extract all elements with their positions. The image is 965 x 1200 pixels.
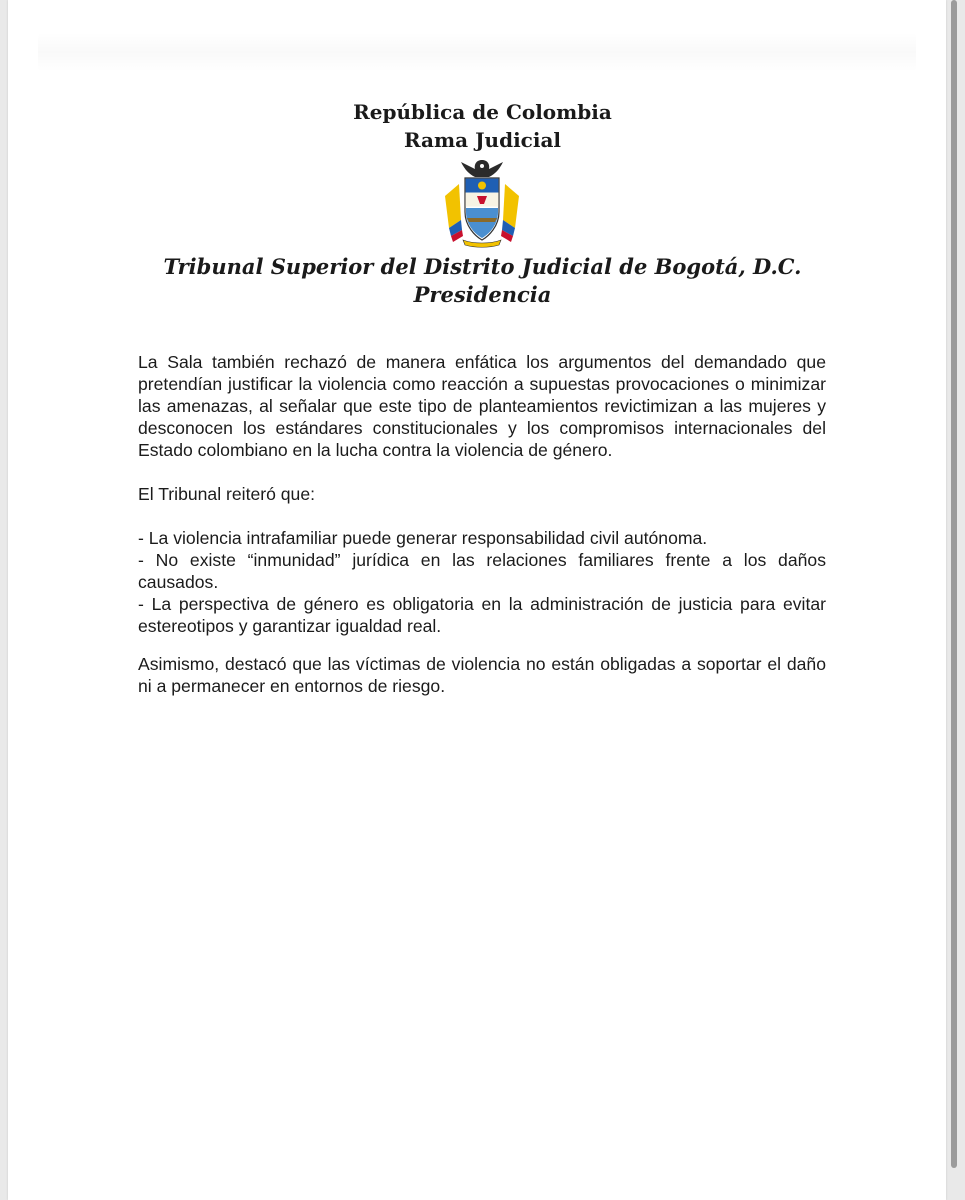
list-item: - La perspectiva de género es obligatoria en la administración de justicia para evitar estereotipos y garantizar igualdad real. xyxy=(138,594,826,636)
list-item: - No existe “inmunidad” jurídica en las relaciones familiares frente a los daños causados. xyxy=(138,550,826,592)
header-presidencia: Presidencia xyxy=(413,282,552,307)
paragraph-tribunal-reitero: El Tribunal reiteró que: xyxy=(138,484,316,504)
header-branch: Rama Judicial xyxy=(403,128,562,152)
paragraph-sala: La Sala también rechazó de manera enfática los argumentos del demandado que pretendían justificar la violencia como reacción a supuestas provocaciones o minimizar las amenazas, al señalar que este tipo de planteamientos revictimizan a las mujeres y desconocen los estándares constitucionales y los compromisos internacionales del Estado colombiano en la lucha contra la violencia de género. xyxy=(138,352,826,460)
reiterations-list xyxy=(138,527,826,637)
faded-header-band xyxy=(38,32,916,72)
list-item: - La violencia intrafamiliar puede generar responsabilidad civil autónoma. xyxy=(138,528,708,548)
header-republic: República de Colombia xyxy=(353,100,612,124)
paragraph-asimismo: Asimismo, destacó que las víctimas de violencia no están obligadas a soportar el daño ni a permanecer en entornos de riesgo. xyxy=(138,654,826,696)
header-tribunal: Tribunal Superior del Distrito Judicial de Bogotá, D.C. xyxy=(163,254,802,279)
coat-of-arms-icon xyxy=(437,156,527,248)
vertical-scrollbar[interactable] xyxy=(951,0,957,1168)
